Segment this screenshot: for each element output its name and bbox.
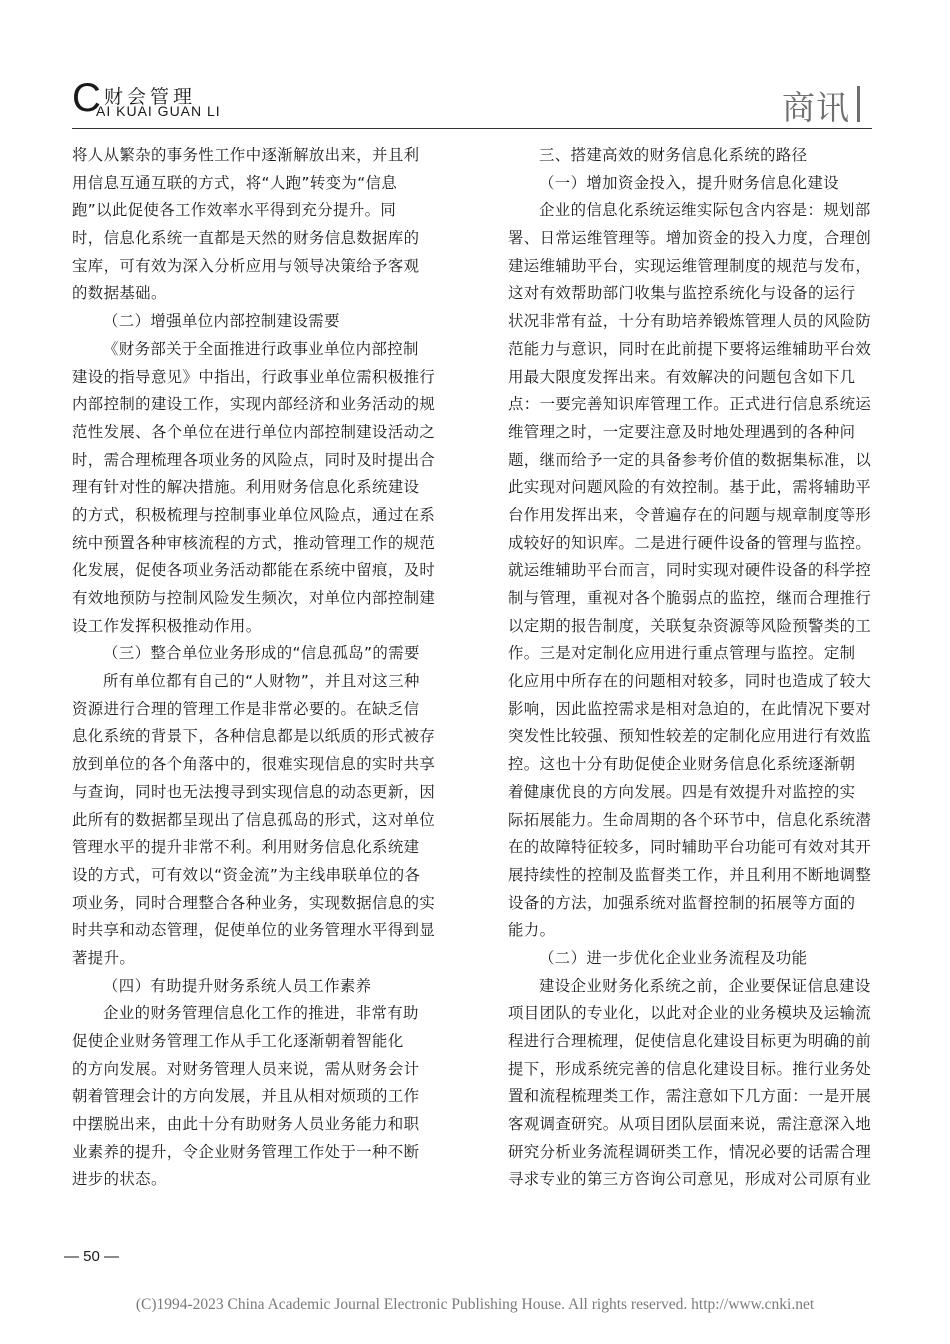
text-line: （一）增加资金投入，提升财务信息化建设	[539, 173, 840, 192]
text-line: 时，信息化系统一直都是天然的财务信息数据库的	[72, 229, 420, 248]
text-line: 宝库，可有效为深入分析应用与领导决策给予客观	[72, 256, 420, 275]
text-line: 化应用中所存在的问题相对较多，同时也造成了较大	[508, 672, 872, 691]
text-line: 题，继而给予一定的具备参考价值的数据集标准，以	[508, 450, 872, 469]
text-line: 将人从繁杂的事务性工作中逐渐解放出来，并且利	[72, 146, 420, 164]
text-line: 企业的信息化系统运维实际包含内容是：规划部	[539, 201, 871, 220]
text-line: 影响，因此监控需求是相对急迫的，在此情况下要对	[508, 699, 872, 718]
section-title: 财会管理	[104, 86, 197, 108]
text-line: 设备的方法，加强系统对监督控制的拓展等方面的	[508, 893, 856, 912]
text-line: 放到单位的各个角落中的，很难实现信息的实时共享	[72, 755, 436, 774]
text-line: 以定期的报告制度，关联复杂资源等风险预警类的工	[508, 616, 872, 635]
text-line: 的方向发展。对财务管理人员来说，需从财务会计	[72, 1059, 420, 1078]
text-line: 三、搭建高效的财务信息化系统的路径	[539, 146, 808, 164]
text-line: 就运维辅助平台而言，同时实现对硬件设备的科学控	[508, 561, 872, 580]
text-line: 时共享和动态管理，促使单位的业务管理水平得到显	[72, 921, 436, 940]
text-line: 着健康优良的方向发展。四是有效提升对监控的实	[508, 782, 856, 801]
text-line: 著提升。	[72, 948, 136, 967]
text-line: 内部控制的建设工作，实现内部经济和业务活动的规	[72, 395, 436, 414]
text-line: 台作用发挥出来，令普遍存在的问题与规章制度等形	[508, 505, 872, 524]
text-line: 《财务部关于全面推进行政事业单位内部控制	[103, 339, 419, 358]
text-line: 能力。	[508, 921, 556, 940]
text-line: 朝着管理会计的方向发展，并且从相对烦琐的工作	[72, 1087, 420, 1106]
text-line: 用最大限度发挥出来。有效解决的问题包含如下几	[508, 367, 856, 386]
text-line: 程进行合理梳理，促使信息化建设目标更为明确的前	[508, 1032, 872, 1050]
text-line: 成较好的知识库。二是进行硬件设备的管理与监控。	[508, 533, 872, 552]
text-line: 在的故障特征较多，同时辅助平台功能可有效对其开	[508, 838, 872, 857]
text-line: 时，需合理梳理各项业务的风险点，同时及时提出合	[72, 450, 436, 469]
text-line: （二）增强单位内部控制建设需要	[103, 312, 340, 331]
text-line: 所有单位都有自己的“人财物”，并且对这三种	[103, 672, 420, 691]
text-line: 作。三是对定制化应用进行重点管理与监控。定制	[508, 644, 856, 663]
text-line: 制与管理，重视对各个脆弱点的监控，继而合理推行	[508, 589, 872, 607]
page-number: — 50 —	[64, 1248, 120, 1265]
text-line: 建运维辅助平台，实现运维管理制度的规范与发布，	[508, 256, 872, 275]
text-line: 突发性比较强、预知性较差的定制化应用进行有效监	[508, 727, 872, 746]
section-logo-letter: C	[72, 76, 101, 120]
text-line: 范能力与意识，同时在此前提下要将运维辅助平台效	[508, 339, 872, 358]
text-line: 此实现对问题风险的有效控制。基于此，需将辅助平	[508, 478, 872, 497]
right-column	[508, 142, 872, 1194]
text-line: 促使企业财务管理工作从手工化逐渐朝着智能化	[72, 1032, 404, 1050]
text-line: 设的方式，可有效以“资金流”为主线串联单位的各	[72, 865, 421, 884]
text-line: 展持续性的控制及监督类工作，并且利用不断地调整	[508, 865, 872, 884]
text-line: 息化系统的背景下，各种信息都是以纸质的形式被存	[72, 727, 436, 746]
text-line: 管理水平的提升非常不利。利用财务信息化系统建	[72, 838, 420, 857]
header-rule	[72, 128, 872, 129]
text-line: 点：一要完善知识库管理工作。正式进行信息系统运	[508, 395, 872, 414]
text-line: 置和流程梳理类工作，需注意如下几方面：一是开展	[508, 1087, 872, 1106]
text-line: 资源进行合理的管理工作是非常必要的。在缺乏信	[72, 699, 420, 718]
text-line: 化发展，促使各项业务活动都能在系统中留痕，及时	[72, 561, 436, 580]
text-line: 跑”以此促使各工作效率水平得到充分提升。同	[72, 201, 397, 220]
text-line: 项目团队的专业化，以此对企业的业务模块及运输流	[508, 1004, 872, 1023]
text-line: 与查询，同时也无法搜寻到实现信息的动态更新，因	[72, 782, 436, 801]
text-line: 状况非常有益，十分有助培养锻炼管理人员的风险防	[508, 312, 872, 331]
text-line: 范性发展、各个单位在进行单位内部控制建设活动之	[72, 422, 436, 441]
journal-header	[72, 78, 872, 134]
text-line: 客观调查研究。从项目团队层面来说，需注意深入地	[508, 1115, 872, 1134]
brand-divider	[857, 86, 860, 122]
section-pinyin: AI KUAI GUAN LI	[96, 103, 221, 119]
text-line: 研究分析业务流程调研类工作，情况必要的话需合理	[508, 1142, 872, 1161]
text-line: 际拓展能力。生命周期的各个环节中，信息化系统潜	[508, 810, 872, 829]
text-line: 建设企业财务化系统之前，企业要保证信息建设	[539, 976, 871, 995]
copyright-footer: (C)1994-2023 China Academic Journal Electronic Publishing House. All rights reserved. http://www.cnki.net	[135, 1296, 815, 1313]
text-line: 此所有的数据都呈现出了信息孤岛的形式，这对单位	[72, 810, 436, 829]
text-line: 设工作发挥积极推动作用。	[72, 616, 262, 635]
text-line: 进步的状态。	[72, 1170, 167, 1189]
journal-brand: 商讯	[782, 88, 850, 127]
text-line: 用信息互通互联的方式，将“人跑”转变为“信息	[72, 173, 398, 192]
text-line: 建设的指导意见》中指出，行政事业单位需积极推行	[72, 367, 436, 386]
text-line: 企业的财务管理信息化工作的推进，非常有助	[103, 1004, 419, 1023]
text-line: 控。这也十分有助促使企业财务信息化系统逐渐朝	[508, 755, 856, 774]
text-line: 的方式，积极梳理与控制事业单位风险点，通过在系	[72, 505, 436, 524]
text-line: （二）进一步优化企业业务流程及功能	[539, 948, 808, 967]
text-line: 理有针对性的解决措施。利用财务信息化系统建设	[72, 478, 420, 497]
text-line: 寻求专业的第三方咨询公司意见，形成对公司原有业	[508, 1170, 872, 1189]
text-line: 署、日常运维管理等。增加资金的投入力度，合理创	[508, 229, 872, 248]
text-line: 统中预置各种审核流程的方式，推动管理工作的规范	[72, 533, 436, 552]
text-line: 这对有效帮助部门收集与监控系统化与设备的运行	[508, 284, 856, 303]
text-line: 提下，形成系统完善的信息化建设目标。推行业务处	[508, 1059, 872, 1078]
text-line: 中摆脱出来，由此十分有助财务人员业务能力和职	[72, 1115, 420, 1134]
text-line: 项业务，同时合理整合各种业务，实现数据信息的实	[72, 893, 436, 912]
text-line: 有效地预防与控制风险发生频次，对单位内部控制建	[72, 589, 436, 607]
text-line: （四）有助提升财务系统人员工作素养	[103, 976, 372, 995]
text-line: 业素养的提升，令企业财务管理工作处于一种不断	[72, 1142, 420, 1161]
text-line: 的数据基础。	[72, 284, 167, 303]
text-line: 维管理之时，一定要注意及时地处理遇到的各种问	[508, 422, 856, 441]
left-column	[72, 142, 436, 1194]
text-line: （三）整合单位业务形成的“信息孤岛”的需要	[103, 644, 420, 663]
